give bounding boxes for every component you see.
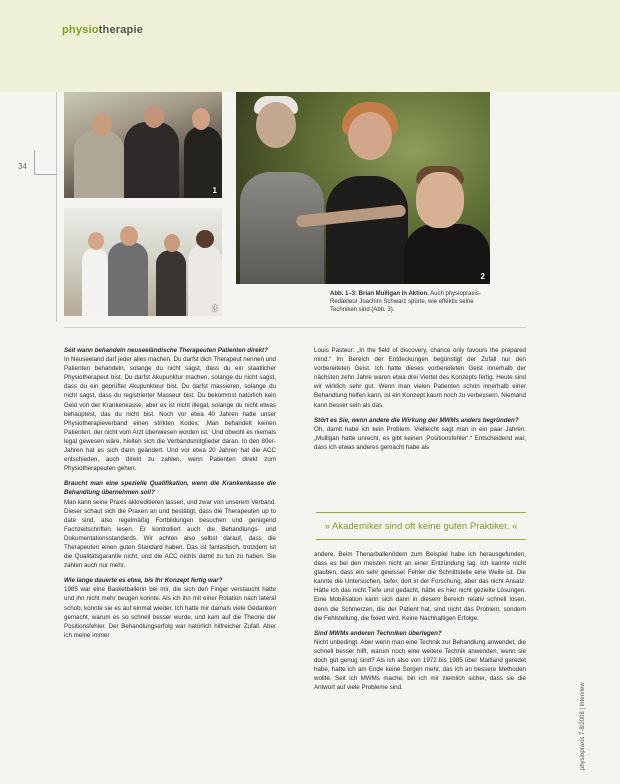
interview-answer: Man kann seine Praxis akkreditieren lassen, und zwar von unserem Verband. Dieser schaut sich die Praxen an und bestätigt, dass die Therapeuten up to date sind, also regelmäßig Fortbildungen besuchen und genügend Fachzeitschriften lesen. Er kontrolliert auch die Behandlungs- und Dokumentationsstandards. Wir achten also selbst darauf, dass die Therapeuten einen guten Standard haben. Das ist fantastisch, trotzdem ist die Qualitätsgarantie nicht, und die ACC nichts damit zu tun zu haben. Sie zahlen auch nur mehr. <box>64 498 276 570</box>
interview-answer: In Neuseeland darf jeder alles machen. Du darfst dich Therapeut nennen und Patienten behandeln, solange du nicht sagst, dass du ein staatlicher Physiotherapeut bist. Du darfst Akupunktur machen, solange du nicht sagst, dass du ein geprüfter Akupunkteur bist. Du darfst massieren, solange du nicht sagst, dass du registrierter Masseur bist. Du bekommst natürlich kein Geld von der Krankenkasse, aber es ist nicht illegal, solange du nicht etwas behauptest, das du nicht bist. Noch vor etwa 40 Jahren hatte unser Physiotherapieverband einen strikten Kodex: ‚Man behandelt keinen Patienten, der nicht vom Arzt überwiesen worden ist.‘ Und obwohl es niemals legal gewesen wäre, hielten sich die Verbandsmitglieder daran. In den 80er-Jahren hat es sich dann geändert. Und vor etwa 20 Jahren hat die ACC entschieden, auch direkt zu zahlen, wenn Patienten direkt zum Physiotherapeuten gehen. <box>64 356 276 473</box>
interview-answer: Oh, damit habe ich kein Problem. Vielleicht sagt man in ein paar Jahren: „Mulligan hatte unrecht, es gibt keinen ‚Positionsfehler‘.“ Entscheidend war, dass ich etwas anderes gemacht habe als <box>314 425 526 451</box>
interview-question: Stört es Sie, wenn andere die Wirkung der MWMs anders begründen? <box>314 416 519 424</box>
interview-answer: andere. Beim Thenarballenödem zum Beispiel habe ich herausgefunden, dass es bei den meisten nicht an einer Entzündung lag. Ich kannte nicht glauben, dass ein sehr gewisser Fehler die Schnittstelle eine Weile ist. Die kannte die Untersuchen, tiefer, dort in der Forschung, aber das nicht Ansatz. Hätte ich das nicht Tiefe und gedacht, hätte es hier nicht gezielte Lösungen. Eine Mobilisation kann sich dann in diesem Bereich relativ schnell lösen, denn die Schmerzen, die der Patient hat, sind nicht das Problem, sondern die Fehlstellung, die fixiert wird. Keine Nachhaltigen Erfolge. <box>314 551 526 622</box>
photo-number: 1 <box>212 186 217 195</box>
caption-title: Abb. 1–3: Brian Mulligan in Aktion. <box>330 291 429 297</box>
caption-text: Auch physiopraxis-Redakteur Joachim Schwarz spürte, wie effektiv seine Techniken sind (Abb. 3). <box>330 291 481 313</box>
footer-text: physiopraxis 7-8/2008 | Interview <box>580 682 586 770</box>
photo-mulligan-neck-technique <box>236 92 490 284</box>
magazine-brand <box>62 24 143 36</box>
interview-question: Sind MWMs anderen Techniken überlegen? <box>314 629 442 637</box>
brand-part1: physio <box>62 24 99 36</box>
photo-treatment-group <box>64 92 222 198</box>
right-text-column-bottom <box>314 550 526 776</box>
brand-part2: therapie <box>98 24 144 36</box>
interview-answer: Louis Pasteur: „In the field of discovery, chance only favours the prepared mind.“ Im Bereich der Entdeckungen begünstigt der Zufall nur den vorbereiteten Geist. Ich hatte dieses vorbereiteten Geist innerhalb der nächsten zehn Jahre waren etwa drei Viertel des Konzepts fertig. Heute sind wir wirklich sehr gut. Wenn man vielen Patienten schon innerhalb einer Behandlung helfen kann, ist ein Konzept kaum noch zu verbessern. Niemand kann besser sein als das. <box>314 347 526 409</box>
vertical-footer <box>580 630 590 770</box>
right-text-column-top <box>314 346 526 504</box>
photo-caption <box>330 290 498 314</box>
interview-answer: 1985 war eine Basketballerin bei mir, die sich den Finger verstaucht hatte und ihn nicht mehr beugen konnte. Als ich ihn mit einer Rotation nach lateral schob, konnte sie es auf einmal wieder. Ich hatte mir damals viele Gedanken gemacht, warum es so schnell besser wurde, und kam auf die Theorie der Positionsfehler. Der Behandlungserfolg war natürlich hilfreicher Zufall. Aber ich meine immer <box>64 586 276 639</box>
page-number-tick <box>34 150 57 175</box>
photo-demonstration <box>64 208 222 316</box>
header-band <box>0 0 620 92</box>
pull-quote: » Akademiker sind oft keine guten Praktiker. « <box>316 512 526 540</box>
photo-number: 3 <box>212 304 217 313</box>
side-divider <box>56 92 57 322</box>
page-number: 34 <box>18 162 27 171</box>
interview-answer: Nicht unbedingt. Aber wenn man eine Technik zur Behandlung anwendet, die schnell besser hilft, warum noch eine weitere Technik anwenden, wenn sie doch gut genug sind? Als ich also von 1972 bis 1985 über Maitland geredet habe, hatte ich am Ende keine Sorgen mehr, das ich an bessere Methoden wollte. Seit ich MWMs mache, bin ich mir ziemlich sicher, dass sie die Antwort auf viele Probleme sind. <box>314 638 526 692</box>
left-text-column <box>64 346 276 776</box>
photo-number: 2 <box>480 272 485 281</box>
interview-question: Seit wann behandeln neuseeländische Therapeuten Patienten direkt? <box>64 347 268 354</box>
section-divider <box>64 327 526 328</box>
interview-question: Wie lange dauerte es etwa, bis Ihr Konzept fertig war? <box>64 577 223 585</box>
interview-question: Braucht man eine spezielle Qualifikation, wenn die Krankenkasse die Behandlung übernehmen soll? <box>64 480 276 497</box>
